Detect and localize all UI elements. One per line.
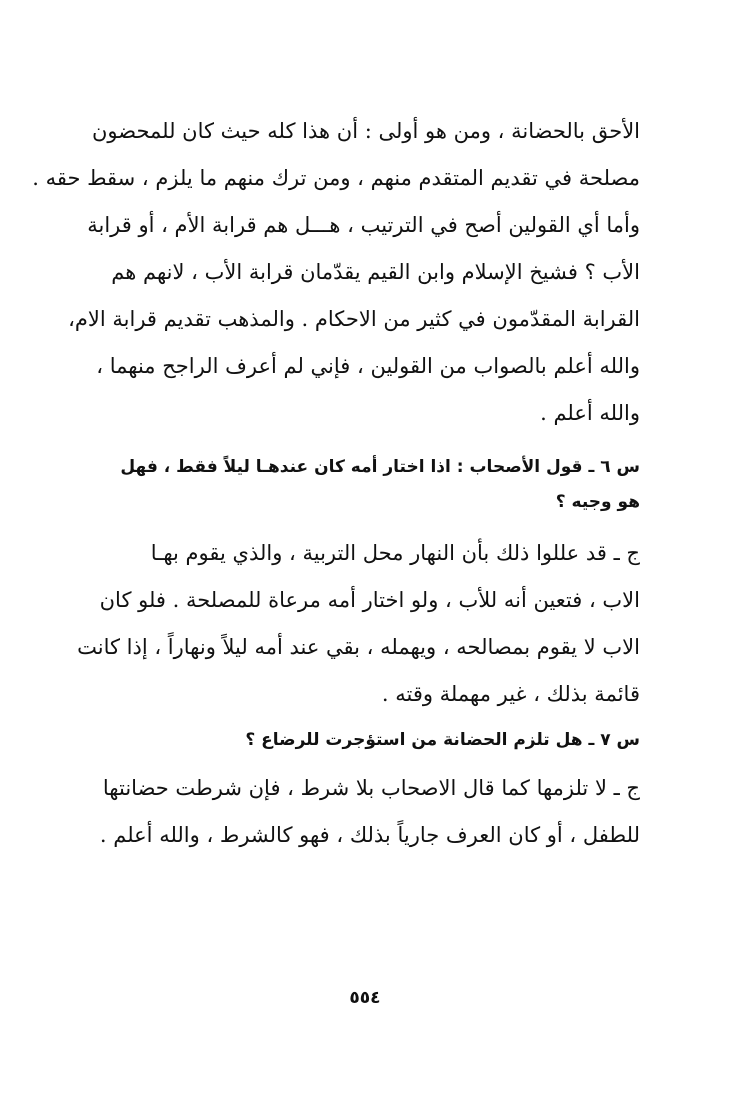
text-line: ج ـ لا تلزمها كما قال الاصحاب بلا شرط ، فإن شرطت حضانتها	[102, 776, 640, 800]
text-line: وأما أي القولين أصح في الترتيب ، هـــل هم قرابة الأم ، أو قرابة	[87, 213, 640, 237]
text-line: للطفل ، أو كان العرف جارياً بذلك ، فهو كالشرط ، والله أعلم .	[99, 823, 640, 847]
question-line: س ٧ ـ هل تلزم الحضانة من استؤجرت للرضاع ؟	[245, 730, 640, 750]
answer-6	[77, 530, 640, 718]
text-line: قائمة بذلك ، غير مهملة وقته .	[381, 682, 640, 706]
text-line: والله أعلم .	[540, 401, 640, 425]
question-7	[118, 723, 640, 758]
text-line: القرابة المقدّمون في كثير من الاحكام . والمذهب تقديم قرابة الام،	[68, 307, 640, 331]
text-line: الأحق بالحضانة ، ومن هو أولى : أن هذا كله حيث كان للمحضون	[91, 119, 640, 143]
text-line: مصلحة في تقديم المتقدم منهم ، ومن ترك منهم ما يلزم ، سقط حقه .	[32, 166, 640, 190]
page-number: ٥٥٤	[349, 988, 381, 1008]
text-line: الاب لا يقوم بمصالحه ، ويهمله ، بقي عند أمه ليلاً ونهاراً ، إذا كانت	[77, 635, 640, 659]
paragraph-custody-order	[32, 108, 640, 437]
text-line: الاب ، فتعين أنه للأب ، ولو اختار أمه مرعاة للمصلحة . فلو كان	[99, 588, 640, 612]
question-line: هو وجيه ؟	[555, 492, 640, 512]
text-line: ج ـ قد عللوا ذلك بأن النهار محل التربية ، والذي يقوم بهـا	[150, 541, 640, 565]
answer-7	[99, 765, 640, 859]
text-line: الأب ؟ فشيخ الإسلام وابن القيم يقدّمان قرابة الأب ، لانهم هم	[111, 260, 640, 284]
text-line: والله أعلم بالصواب من القولين ، فإني لم أعرف الراجح منهما ،	[96, 354, 640, 378]
question-line: س ٦ ـ قول الأصحاب : اذا اختار أمه كان عندهـا ليلاً فقط ، فهل	[120, 457, 640, 477]
question-6	[118, 450, 640, 520]
